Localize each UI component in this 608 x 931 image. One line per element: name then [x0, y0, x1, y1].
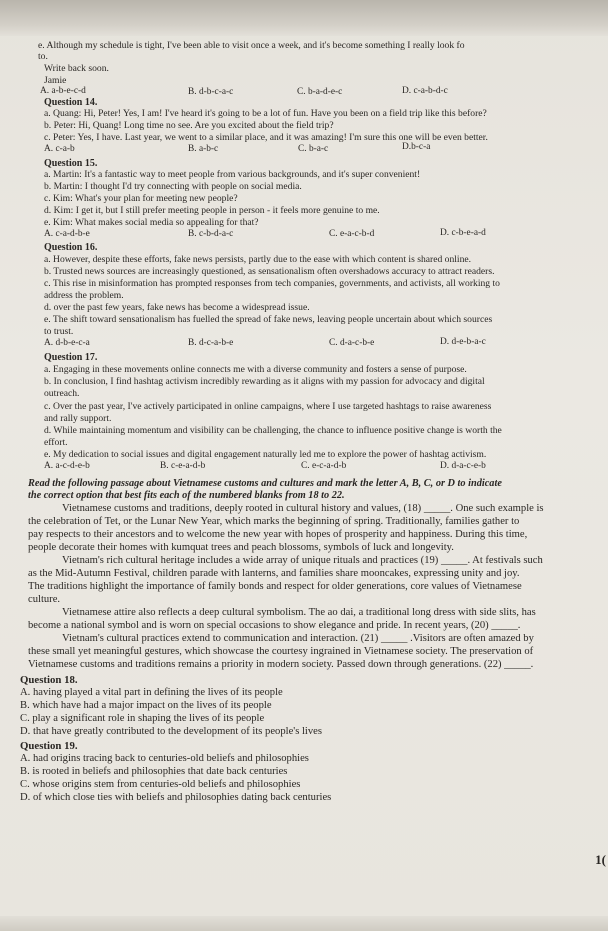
q15-title: Question 15.: [44, 158, 98, 169]
passage-instruction-2: the correct option that best fits each of the numbered blanks from 18 to 22.: [28, 490, 345, 501]
q17-answer-d[interactable]: D. d-a-c-e-b: [440, 461, 486, 471]
q15-answer-a[interactable]: A. c-a-d-b-e: [44, 229, 90, 239]
passage-p2-line4: culture.: [28, 594, 61, 605]
q14-line-b: b. Peter: Hi, Quang! Long time no see. Are you excited about the field trip?: [44, 120, 334, 131]
passage-instruction-1: Read the following passage about Vietnamese customs and cultures and mark the letter A, B, C, or D to indicate: [28, 478, 502, 489]
q17-line-e: e. My dedication to social issues and digital engagement naturally led me to explore the power of hashtag activism.: [44, 449, 487, 460]
q17-answer-c[interactable]: C. e-c-a-d-b: [301, 461, 347, 471]
q16-answer-a[interactable]: A. d-b-e-c-a: [44, 338, 90, 348]
q17-answer-a[interactable]: A. a-c-d-e-b: [44, 461, 90, 471]
passage-p4-line1: Vietnam's cultural practices extend to communication and interaction. (21) _____ .Visitors are often amazed by: [62, 633, 534, 644]
passage-p1-line4: people decorate their homes with kumquat trees and peach blossoms, symbols of luck and longevity.: [28, 542, 454, 553]
passage-p2-line2: as the Mid-Autumn Festival, children parade with lanterns, and families share mooncakes, expressing unity and joy.: [28, 568, 520, 579]
q16-line-d: d. over the past few years, fake news has become a widespread issue.: [44, 302, 310, 313]
q14-answer-c[interactable]: C. b-a-c: [298, 144, 329, 154]
q14-line-c: c. Peter: Yes, I have. Last year, we went to a similar place, and it was amazing! I'm sure this one will be even better.: [44, 132, 488, 143]
page-top-shadow: [0, 0, 608, 36]
q15-line-a: a. Martin: It's a fantastic way to meet people from various backgrounds, and it's super convenient!: [44, 169, 421, 180]
q14-title: Question 14.: [44, 97, 98, 108]
passage-p3-line2: become a national symbol and is worn on special occasions to show elegance and pride. In recent years, (20) _____.: [28, 620, 521, 631]
q16-line-e: e. The shift toward sensationalism has fuelled the spread of fake news, leaving people uncertain about which sources: [44, 314, 493, 325]
passage-p2-line3: The traditions highlight the importance of family bonds and respect for older generations, core values of Vietnamese: [28, 581, 522, 592]
passage-p2-line1: Vietnam's rich cultural heritage includes a wide array of unique rituals and practices (19) _____. At festivals such: [62, 555, 543, 566]
q13-answer-c[interactable]: C. b-a-d-e-c: [297, 87, 343, 97]
q17-line-c: c. Over the past year, I've actively participated in online campaigns, where I use targeted hashtags to raise awareness: [44, 401, 492, 412]
q17-line-a: a. Engaging in these movements online connects me with a diverse community and fosters a sense of purpose.: [44, 364, 467, 375]
q15-line-b: b. Martin: I thought I'd try connecting with people on social media.: [44, 181, 302, 192]
q18-answer-a[interactable]: A. having played a vital part in defining the lives of its people: [20, 687, 283, 698]
q18-answer-c[interactable]: C. play a significant role in shaping the lives of its people: [20, 713, 265, 724]
q16-answer-d[interactable]: D. d-e-b-a-c: [440, 337, 486, 347]
q17-line-d-cont: effort.: [44, 437, 68, 448]
q18-title: Question 18.: [20, 674, 78, 686]
q13-answer-d[interactable]: D. c-a-b-d-c: [402, 86, 448, 96]
q15-line-c: c. Kim: What's your plan for meeting new people?: [44, 193, 238, 204]
passage-p1-line2: the celebration of Tet, or the Lunar New Year, which marks the beginning of spring. Traditionally, families gather to: [28, 516, 520, 527]
q14-line-a: a. Quang: Hi, Peter! Yes, I am! I've heard it's going to be a lot of fun. Have you been on a field trip like this before?: [44, 108, 487, 119]
q15-answer-b[interactable]: B. c-b-d-a-c: [188, 229, 234, 239]
q15-line-e: e. Kim: What makes social media so appealing for that?: [44, 217, 259, 228]
q19-title: Question 19.: [20, 740, 78, 752]
q16-line-b: b. Trusted news sources are increasingly questioned, as sensationalism often overshadows accuracy to attract readers.: [44, 266, 495, 277]
q13-option-e-cont: to.: [38, 51, 48, 62]
q16-title: Question 16.: [44, 242, 98, 253]
page-number: 1(: [595, 852, 606, 867]
q13-option-e: e. Although my schedule is tight, I've been able to visit once a week, and it's become something I really look fo: [38, 40, 465, 51]
q14-answer-b[interactable]: B. a-b-c: [188, 144, 219, 154]
passage-p4-line3: Vietnamese customs and traditions remains a priority in modern society. Passed down through generations. (22) _____.: [28, 659, 534, 670]
q15-answer-d[interactable]: D. c-b-e-a-d: [440, 228, 486, 238]
q19-answer-b[interactable]: B. is rooted in beliefs and philosophies that date back centuries: [20, 766, 288, 777]
q19-answer-d[interactable]: D. of which close ties with beliefs and philosophies dating back centuries: [20, 792, 332, 803]
q16-line-c-cont: address the problem.: [44, 290, 124, 301]
q16-answer-c[interactable]: C. d-a-c-b-e: [329, 338, 375, 348]
q17-title: Question 17.: [44, 352, 98, 363]
q16-answer-b[interactable]: B. d-c-a-b-e: [188, 338, 234, 348]
q19-answer-c[interactable]: C. whose origins stem from centuries-old beliefs and philosophies: [20, 779, 301, 790]
q16-line-e-cont: to trust.: [44, 326, 74, 337]
q16-line-a: a. However, despite these efforts, fake news persists, partly due to the ease with which content is shared online.: [44, 254, 472, 265]
passage-p3-line1: Vietnamese attire also reflects a deep cultural symbolism. The ao dai, a traditional long dress with side slits, has: [62, 607, 536, 618]
q14-answer-d[interactable]: D.b-c-a: [402, 142, 431, 152]
passage-p4-line2: these small yet meaningful gestures, which showcase the courtesy ingrained in Vietnamese society. The preservation of: [28, 646, 534, 657]
q15-line-d: d. Kim: I get it, but I still prefer meeting people in person - it feels more genuine to me.: [44, 205, 380, 216]
q17-line-d: d. While maintaining momentum and visibility can be challenging, the chance to influence positive change is worth the: [44, 425, 502, 436]
q13-answer-a[interactable]: A. a-b-e-c-d: [40, 86, 86, 96]
q13-answer-b[interactable]: B. d-b-c-a-c: [188, 87, 234, 97]
passage-p1-line1: Vietnamese customs and traditions, deeply rooted in cultural history and values, (18) _____. One such example is: [62, 503, 544, 514]
q18-answer-b[interactable]: B. which have had a major impact on the lives of its people: [20, 700, 272, 711]
q13-closing: Write back soon.: [44, 63, 109, 74]
passage-p1-line3: pay respects to their ancestors and to welcome the new year with hopes of prosperity and happiness. During this time,: [28, 529, 528, 540]
q19-answer-a[interactable]: A. had origins tracing back to centuries-old beliefs and philosophies: [20, 753, 309, 764]
q13-signature: Jamie: [44, 75, 67, 86]
q17-answer-b[interactable]: B. c-e-a-d-b: [160, 461, 206, 471]
page-bottom-shadow: [0, 916, 608, 931]
q17-line-b: b. In conclusion, I find hashtag activism incredibly rewarding as it aligns with my passion for advocacy and digital: [44, 376, 485, 387]
q15-answer-c[interactable]: C. e-a-c-b-d: [329, 229, 375, 239]
q17-line-b-cont: outreach.: [44, 388, 80, 399]
q16-line-c: c. This rise in misinformation has prompted responses from tech companies, governments, and activists, all working to: [44, 278, 500, 289]
q18-answer-d[interactable]: D. that have greatly contributed to the development of its people's lives: [20, 726, 322, 737]
q17-line-c-cont: and rally support.: [44, 413, 112, 424]
q14-answer-a[interactable]: A. c-a-b: [44, 144, 75, 154]
